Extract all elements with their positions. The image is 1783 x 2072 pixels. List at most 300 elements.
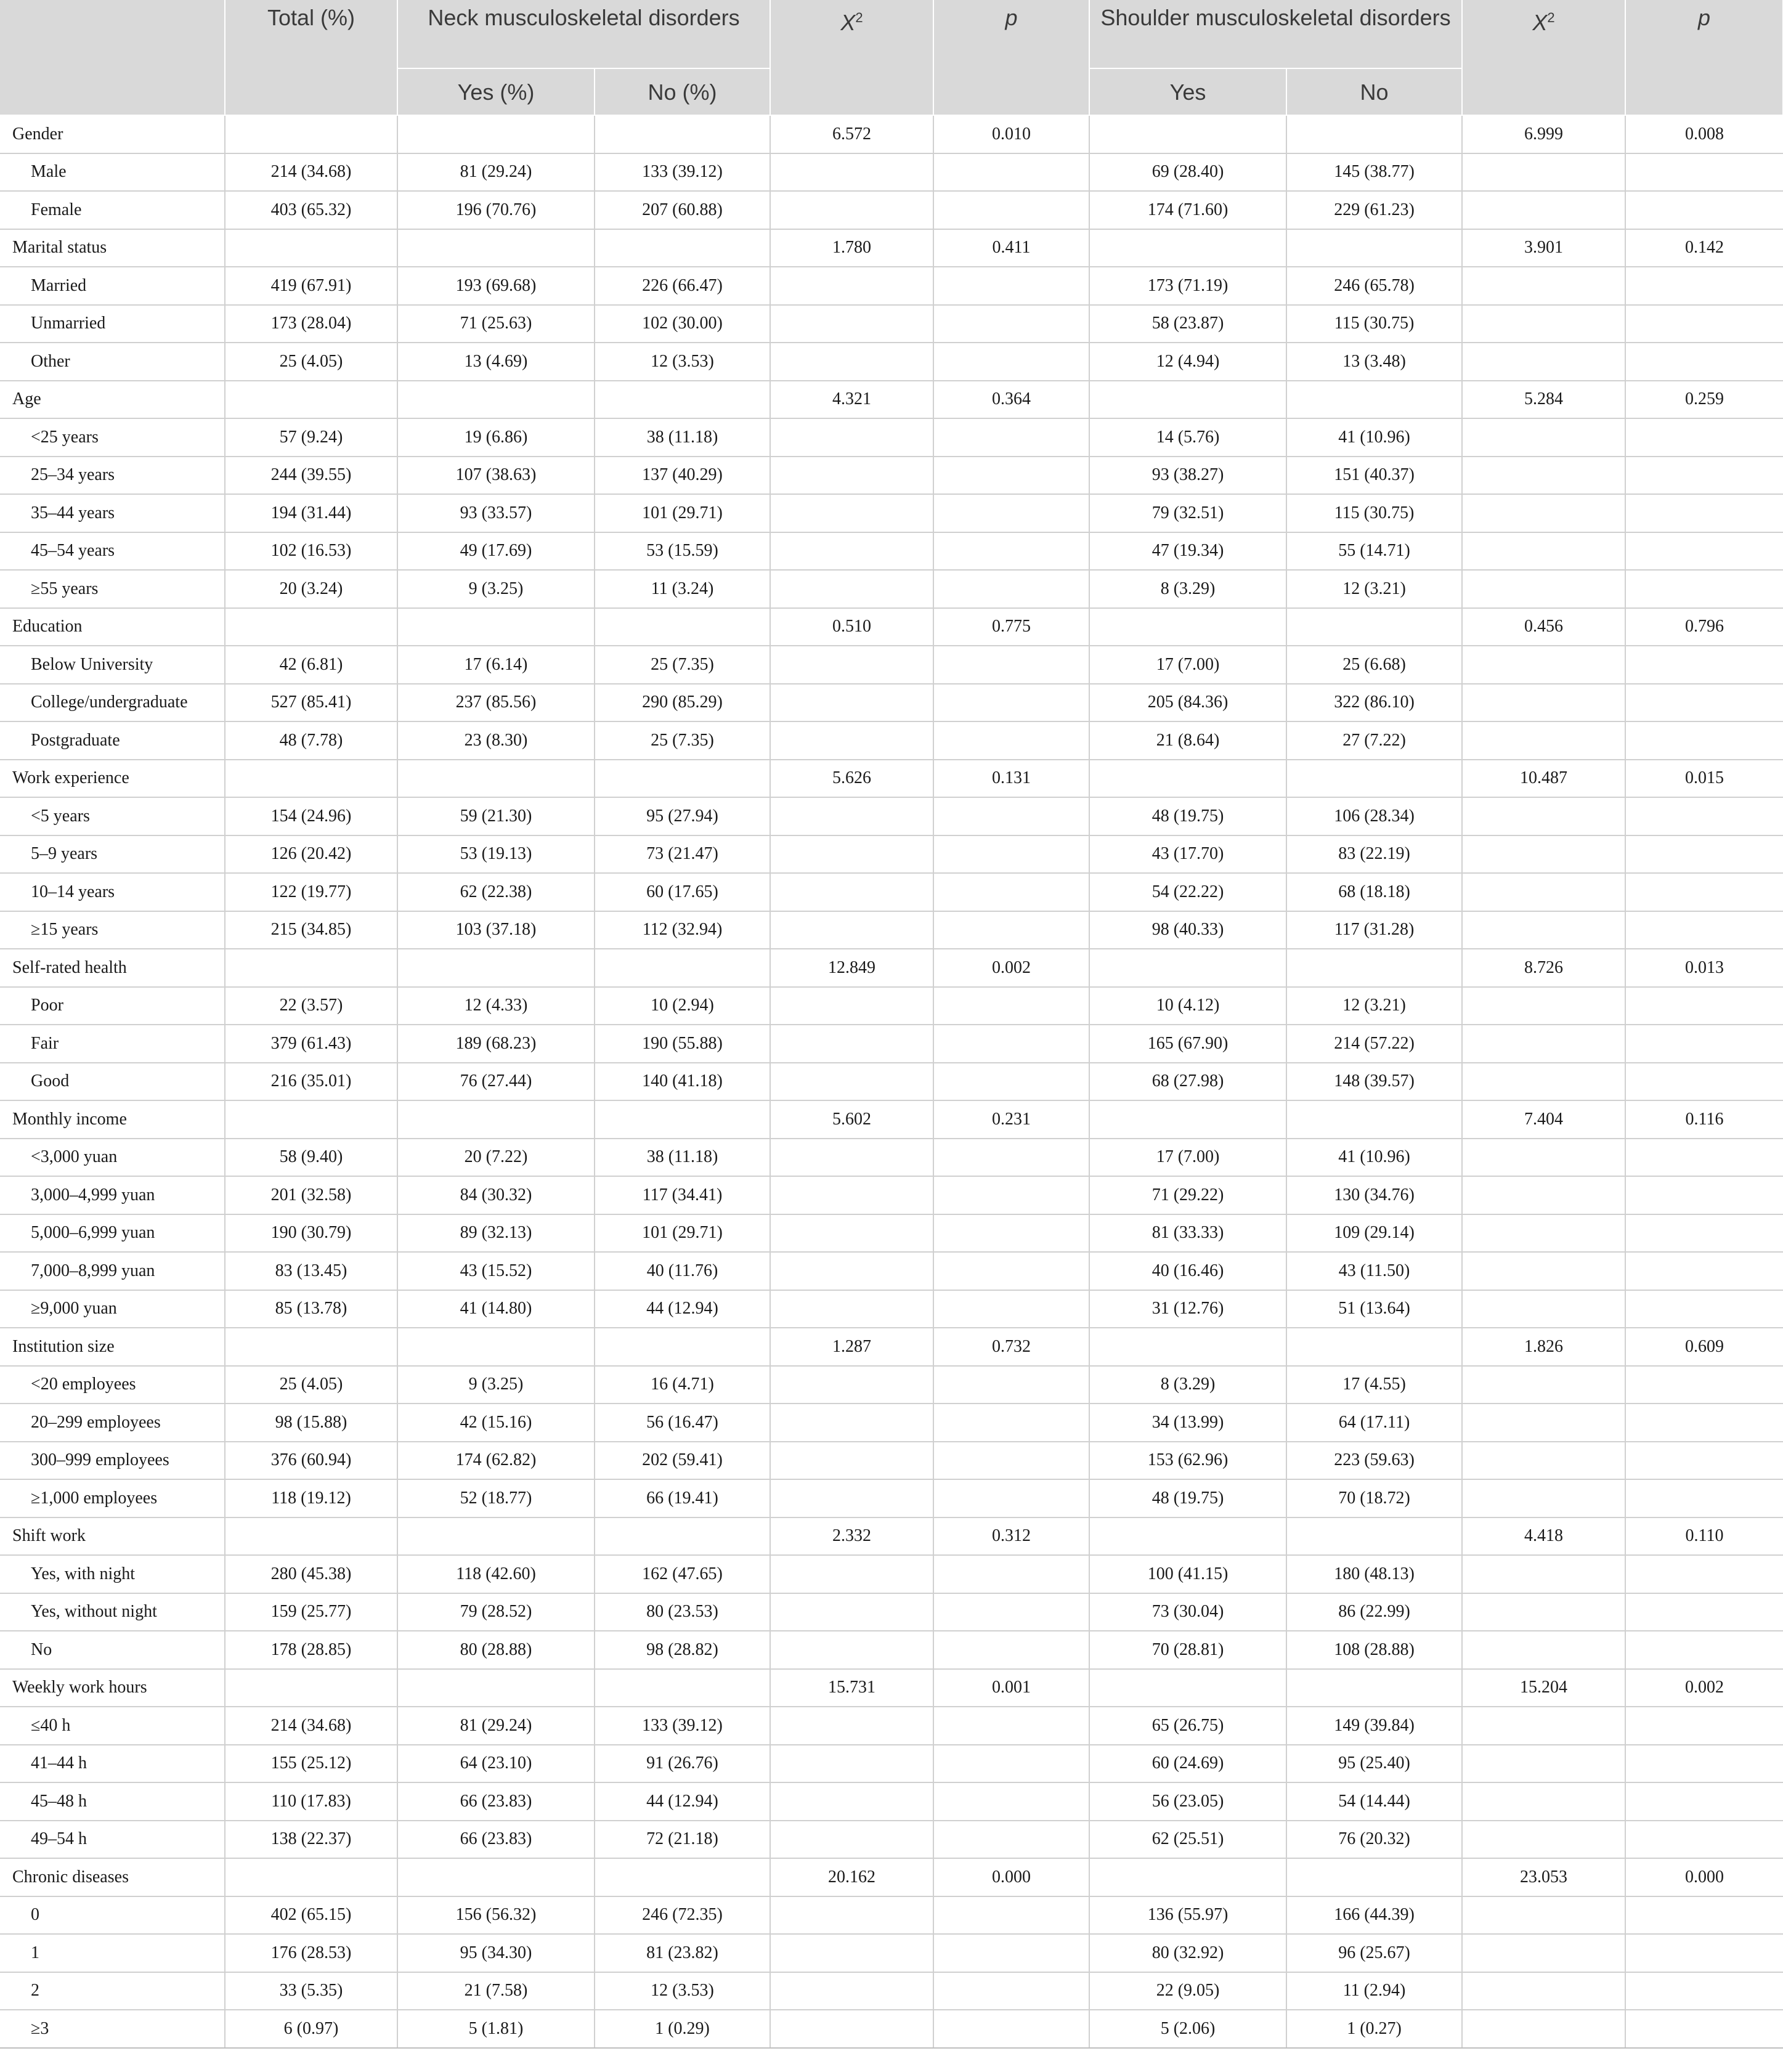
shoulder-no-cell	[1286, 1517, 1462, 1556]
shoulder-no-cell: 223 (59.63)	[1286, 1442, 1462, 1480]
shoulder-chi-square-cell	[1462, 305, 1625, 343]
chi-superscript: 2	[1547, 10, 1555, 25]
category-row	[0, 1555, 1783, 1593]
neck-chi-square-cell	[770, 1555, 933, 1593]
shoulder-chi-square-cell: 1.826	[1462, 1328, 1625, 1366]
neck-p-cell: 0.000	[933, 1858, 1089, 1896]
category-row	[0, 267, 1783, 305]
neck-p-cell	[933, 1025, 1089, 1063]
neck-chi-square-cell	[770, 1745, 933, 1783]
neck-p-cell	[933, 267, 1089, 305]
shoulder-no-cell	[1286, 229, 1462, 267]
header-shoulder-group: Shoulder musculoskeletal disorders	[1089, 0, 1462, 68]
category-row	[0, 797, 1783, 835]
shoulder-yes-cell	[1089, 115, 1286, 153]
neck-chi-square-cell: 12.849	[770, 949, 933, 987]
neck-no-cell: 38 (11.18)	[595, 418, 770, 457]
neck-p-cell	[933, 646, 1089, 684]
neck-p-cell	[933, 987, 1089, 1025]
neck-no-cell: 44 (12.94)	[595, 1782, 770, 1821]
total-cell: 138 (22.37)	[225, 1821, 397, 1859]
shoulder-yes-cell: 54 (22.22)	[1089, 873, 1286, 911]
shoulder-p-cell	[1625, 721, 1783, 760]
neck-yes-cell	[397, 949, 595, 987]
neck-yes-cell: 193 (69.68)	[397, 267, 595, 305]
neck-yes-cell: 237 (85.56)	[397, 684, 595, 722]
variable-label: Chronic diseases	[0, 1858, 225, 1896]
shoulder-yes-cell: 10 (4.12)	[1089, 987, 1286, 1025]
shoulder-yes-cell	[1089, 760, 1286, 798]
shoulder-p-cell	[1625, 1555, 1783, 1593]
neck-yes-cell: 13 (4.69)	[397, 343, 595, 381]
category-row	[0, 1290, 1783, 1328]
neck-p-cell	[933, 1631, 1089, 1669]
neck-yes-cell: 12 (4.33)	[397, 987, 595, 1025]
neck-chi-square-cell	[770, 1821, 933, 1859]
shoulder-p-cell: 0.796	[1625, 608, 1783, 646]
neck-no-cell	[595, 949, 770, 987]
neck-no-cell	[595, 1100, 770, 1139]
total-cell: 126 (20.42)	[225, 835, 397, 874]
variable-row	[0, 1669, 1783, 1707]
neck-yes-cell: 49 (17.69)	[397, 532, 595, 571]
shoulder-yes-cell: 47 (19.34)	[1089, 532, 1286, 571]
variable-row	[0, 1100, 1783, 1139]
shoulder-chi-square-cell	[1462, 1214, 1625, 1253]
neck-chi-square-cell	[770, 1707, 933, 1745]
category-row	[0, 684, 1783, 722]
category-row	[0, 343, 1783, 381]
neck-yes-cell	[397, 1100, 595, 1139]
neck-chi-square-cell	[770, 570, 933, 608]
neck-p-cell	[933, 1214, 1089, 1253]
neck-yes-cell: 64 (23.10)	[397, 1745, 595, 1783]
shoulder-no-cell: 145 (38.77)	[1286, 153, 1462, 192]
neck-chi-square-cell: 5.602	[770, 1100, 933, 1139]
shoulder-yes-cell: 136 (55.97)	[1089, 1896, 1286, 1935]
neck-p-cell	[933, 1063, 1089, 1101]
shoulder-chi-square-cell	[1462, 418, 1625, 457]
shoulder-chi-square-cell	[1462, 191, 1625, 229]
shoulder-no-cell	[1286, 608, 1462, 646]
shoulder-chi-square-cell	[1462, 797, 1625, 835]
shoulder-no-cell: 54 (14.44)	[1286, 1782, 1462, 1821]
category-label: 45–54 years	[0, 532, 225, 571]
category-label: 0	[0, 1896, 225, 1935]
shoulder-chi-square-cell	[1462, 1821, 1625, 1859]
neck-no-cell	[595, 1669, 770, 1707]
neck-chi-square-cell	[770, 532, 933, 571]
shoulder-yes-cell: 153 (62.96)	[1089, 1442, 1286, 1480]
category-row	[0, 1442, 1783, 1480]
total-cell: 98 (15.88)	[225, 1404, 397, 1442]
neck-yes-cell: 59 (21.30)	[397, 797, 595, 835]
shoulder-no-cell: 1 (0.27)	[1286, 2010, 1462, 2048]
shoulder-chi-square-cell	[1462, 1782, 1625, 1821]
variable-label: Education	[0, 608, 225, 646]
shoulder-yes-cell: 43 (17.70)	[1089, 835, 1286, 874]
neck-chi-square-cell	[770, 987, 933, 1025]
shoulder-p-cell	[1625, 911, 1783, 949]
category-label: <20 employees	[0, 1366, 225, 1404]
variable-label: Gender	[0, 115, 225, 153]
shoulder-chi-square-cell	[1462, 2010, 1625, 2048]
shoulder-yes-cell: 165 (67.90)	[1089, 1025, 1286, 1063]
shoulder-chi-square-cell: 8.726	[1462, 949, 1625, 987]
shoulder-no-cell: 148 (39.57)	[1286, 1063, 1462, 1101]
total-cell	[225, 1100, 397, 1139]
category-row	[0, 153, 1783, 192]
neck-yes-cell: 79 (28.52)	[397, 1593, 595, 1631]
neck-chi-square-cell	[770, 1972, 933, 2010]
neck-chi-square-cell	[770, 1442, 933, 1480]
neck-p-cell	[933, 532, 1089, 571]
neck-chi-square-cell	[770, 267, 933, 305]
neck-no-cell: 162 (47.65)	[595, 1555, 770, 1593]
neck-chi-square-cell	[770, 797, 933, 835]
shoulder-yes-cell: 5 (2.06)	[1089, 2010, 1286, 2048]
variable-row	[0, 608, 1783, 646]
neck-p-cell	[933, 1782, 1089, 1821]
shoulder-no-cell: 180 (48.13)	[1286, 1555, 1462, 1593]
shoulder-p-cell: 0.259	[1625, 381, 1783, 419]
shoulder-p-cell	[1625, 1214, 1783, 1253]
shoulder-chi-square-cell	[1462, 1745, 1625, 1783]
shoulder-no-cell: 96 (25.67)	[1286, 1934, 1462, 1972]
neck-chi-square-cell	[770, 457, 933, 495]
category-label: ≥55 years	[0, 570, 225, 608]
neck-chi-square-cell	[770, 911, 933, 949]
shoulder-yes-cell	[1089, 1669, 1286, 1707]
neck-p-cell	[933, 1252, 1089, 1290]
shoulder-chi-square-cell	[1462, 1555, 1625, 1593]
shoulder-p-cell	[1625, 987, 1783, 1025]
neck-p-cell: 0.732	[933, 1328, 1089, 1366]
shoulder-chi-square-cell	[1462, 532, 1625, 571]
category-row	[0, 1934, 1783, 1972]
header-shoulder-no: No	[1286, 68, 1462, 115]
neck-yes-cell: 20 (7.22)	[397, 1139, 595, 1177]
shoulder-no-cell: 83 (22.19)	[1286, 835, 1462, 874]
neck-p-cell	[933, 457, 1089, 495]
variable-row	[0, 1328, 1783, 1366]
neck-p-cell: 0.231	[933, 1100, 1089, 1139]
neck-chi-square-cell	[770, 1139, 933, 1177]
shoulder-chi-square-cell	[1462, 1442, 1625, 1480]
neck-p-cell	[933, 873, 1089, 911]
neck-no-cell: 117 (34.41)	[595, 1176, 770, 1214]
chi-symbol: X	[1532, 10, 1548, 35]
neck-chi-square-cell	[770, 1252, 933, 1290]
shoulder-chi-square-cell: 4.418	[1462, 1517, 1625, 1556]
category-label: 3,000–4,999 yuan	[0, 1176, 225, 1214]
neck-p-cell	[933, 1821, 1089, 1859]
total-cell: 176 (28.53)	[225, 1934, 397, 1972]
shoulder-p-cell	[1625, 1745, 1783, 1783]
shoulder-yes-cell: 93 (38.27)	[1089, 457, 1286, 495]
category-row	[0, 1176, 1783, 1214]
shoulder-no-cell: 41 (10.96)	[1286, 418, 1462, 457]
neck-p-cell	[933, 1139, 1089, 1177]
neck-yes-cell: 95 (34.30)	[397, 1934, 595, 1972]
neck-no-cell: 137 (40.29)	[595, 457, 770, 495]
shoulder-yes-cell: 12 (4.94)	[1089, 343, 1286, 381]
shoulder-chi-square-cell	[1462, 684, 1625, 722]
shoulder-chi-square-cell	[1462, 1896, 1625, 1935]
shoulder-no-cell: 130 (34.76)	[1286, 1176, 1462, 1214]
shoulder-chi-square-cell: 10.487	[1462, 760, 1625, 798]
shoulder-yes-cell: 79 (32.51)	[1089, 494, 1286, 532]
total-cell: 25 (4.05)	[225, 343, 397, 381]
shoulder-no-cell: 95 (25.40)	[1286, 1745, 1462, 1783]
table-header	[0, 0, 1783, 115]
shoulder-yes-cell: 70 (28.81)	[1089, 1631, 1286, 1669]
category-label: 45–48 h	[0, 1782, 225, 1821]
shoulder-no-cell: 64 (17.11)	[1286, 1404, 1462, 1442]
category-label: No	[0, 1631, 225, 1669]
category-label: 49–54 h	[0, 1821, 225, 1859]
chi-symbol: X	[840, 10, 856, 35]
variable-label: Weekly work hours	[0, 1669, 225, 1707]
category-row	[0, 911, 1783, 949]
neck-chi-square-cell: 4.321	[770, 381, 933, 419]
shoulder-no-cell: 41 (10.96)	[1286, 1139, 1462, 1177]
variable-label: Monthly income	[0, 1100, 225, 1139]
total-cell: 155 (25.12)	[225, 1745, 397, 1783]
shoulder-yes-cell: 62 (25.51)	[1089, 1821, 1286, 1859]
neck-chi-square-cell	[770, 1366, 933, 1404]
shoulder-p-cell	[1625, 646, 1783, 684]
total-cell	[225, 949, 397, 987]
neck-no-cell: 66 (19.41)	[595, 1479, 770, 1517]
shoulder-p-cell	[1625, 494, 1783, 532]
neck-chi-square-cell: 1.287	[770, 1328, 933, 1366]
neck-yes-cell: 21 (7.58)	[397, 1972, 595, 2010]
total-cell: 190 (30.79)	[225, 1214, 397, 1253]
shoulder-yes-cell: 56 (23.05)	[1089, 1782, 1286, 1821]
variable-row	[0, 1858, 1783, 1896]
neck-no-cell: 12 (3.53)	[595, 1972, 770, 2010]
category-row	[0, 2010, 1783, 2048]
total-cell: 376 (60.94)	[225, 1442, 397, 1480]
neck-chi-square-cell	[770, 1025, 933, 1063]
category-label: <3,000 yuan	[0, 1139, 225, 1177]
neck-no-cell: 73 (21.47)	[595, 835, 770, 874]
total-cell: 215 (34.85)	[225, 911, 397, 949]
shoulder-no-cell	[1286, 1858, 1462, 1896]
shoulder-no-cell: 166 (44.39)	[1286, 1896, 1462, 1935]
neck-yes-cell: 81 (29.24)	[397, 153, 595, 192]
shoulder-p-cell	[1625, 153, 1783, 192]
total-cell: 159 (25.77)	[225, 1593, 397, 1631]
shoulder-p-cell	[1625, 532, 1783, 571]
shoulder-p-cell: 0.609	[1625, 1328, 1783, 1366]
category-row	[0, 532, 1783, 571]
neck-chi-square-cell	[770, 684, 933, 722]
shoulder-chi-square-cell	[1462, 153, 1625, 192]
neck-yes-cell: 80 (28.88)	[397, 1631, 595, 1669]
shoulder-chi-square-cell	[1462, 1479, 1625, 1517]
neck-yes-cell: 196 (70.76)	[397, 191, 595, 229]
shoulder-chi-square-cell: 6.999	[1462, 115, 1625, 153]
neck-p-cell	[933, 1896, 1089, 1935]
neck-no-cell	[595, 608, 770, 646]
total-cell: 419 (67.91)	[225, 267, 397, 305]
neck-no-cell: 44 (12.94)	[595, 1290, 770, 1328]
neck-no-cell: 226 (66.47)	[595, 267, 770, 305]
neck-no-cell: 25 (7.35)	[595, 721, 770, 760]
neck-p-cell	[933, 153, 1089, 192]
shoulder-yes-cell: 174 (71.60)	[1089, 191, 1286, 229]
category-label: <5 years	[0, 797, 225, 835]
total-cell: 57 (9.24)	[225, 418, 397, 457]
shoulder-yes-cell: 48 (19.75)	[1089, 1479, 1286, 1517]
neck-yes-cell	[397, 1669, 595, 1707]
neck-p-cell	[933, 1366, 1089, 1404]
neck-p-cell: 0.001	[933, 1669, 1089, 1707]
neck-yes-cell: 174 (62.82)	[397, 1442, 595, 1480]
neck-no-cell: 202 (59.41)	[595, 1442, 770, 1480]
variable-label: Age	[0, 381, 225, 419]
shoulder-p-cell	[1625, 1442, 1783, 1480]
total-cell: 402 (65.15)	[225, 1896, 397, 1935]
total-cell: 379 (61.43)	[225, 1025, 397, 1063]
shoulder-no-cell: 115 (30.75)	[1286, 305, 1462, 343]
shoulder-no-cell	[1286, 949, 1462, 987]
neck-p-cell	[933, 570, 1089, 608]
neck-chi-square-cell	[770, 1593, 933, 1631]
shoulder-no-cell: 70 (18.72)	[1286, 1479, 1462, 1517]
category-row	[0, 646, 1783, 684]
shoulder-chi-square-cell: 7.404	[1462, 1100, 1625, 1139]
category-row	[0, 873, 1783, 911]
shoulder-yes-cell	[1089, 1328, 1286, 1366]
shoulder-chi-square-cell	[1462, 1063, 1625, 1101]
total-cell: 102 (16.53)	[225, 532, 397, 571]
category-label: 7,000–8,999 yuan	[0, 1252, 225, 1290]
shoulder-no-cell: 13 (3.48)	[1286, 343, 1462, 381]
neck-yes-cell: 81 (29.24)	[397, 1707, 595, 1745]
total-cell: 194 (31.44)	[225, 494, 397, 532]
shoulder-yes-cell: 17 (7.00)	[1089, 1139, 1286, 1177]
neck-yes-cell: 84 (30.32)	[397, 1176, 595, 1214]
category-label: Female	[0, 191, 225, 229]
shoulder-no-cell: 117 (31.28)	[1286, 911, 1462, 949]
neck-yes-cell: 71 (25.63)	[397, 305, 595, 343]
category-label: ≥15 years	[0, 911, 225, 949]
shoulder-no-cell: 214 (57.22)	[1286, 1025, 1462, 1063]
neck-yes-cell	[397, 760, 595, 798]
header-neck-p: p	[933, 0, 1089, 115]
neck-chi-square-cell: 0.510	[770, 608, 933, 646]
neck-yes-cell: 53 (19.13)	[397, 835, 595, 874]
total-cell: 244 (39.55)	[225, 457, 397, 495]
header-shoulder-yes: Yes	[1089, 68, 1286, 115]
shoulder-chi-square-cell	[1462, 1707, 1625, 1745]
neck-p-cell	[933, 1593, 1089, 1631]
total-cell: 214 (34.68)	[225, 153, 397, 192]
shoulder-p-cell	[1625, 835, 1783, 874]
neck-no-cell: 72 (21.18)	[595, 1821, 770, 1859]
shoulder-chi-square-cell	[1462, 1631, 1625, 1669]
neck-p-cell	[933, 1404, 1089, 1442]
neck-p-cell: 0.411	[933, 229, 1089, 267]
shoulder-no-cell: 151 (40.37)	[1286, 457, 1462, 495]
neck-no-cell	[595, 1328, 770, 1366]
shoulder-p-cell	[1625, 1896, 1783, 1935]
header-shoulder-p: p	[1625, 0, 1783, 115]
category-label: Postgraduate	[0, 721, 225, 760]
shoulder-yes-cell: 68 (27.98)	[1089, 1063, 1286, 1101]
neck-chi-square-cell	[770, 1214, 933, 1253]
total-cell	[225, 1858, 397, 1896]
neck-yes-cell	[397, 115, 595, 153]
shoulder-yes-cell: 34 (13.99)	[1089, 1404, 1286, 1442]
neck-chi-square-cell	[770, 1631, 933, 1669]
category-row	[0, 1139, 1783, 1177]
category-label: <25 years	[0, 418, 225, 457]
shoulder-p-cell: 0.110	[1625, 1517, 1783, 1556]
total-cell: 216 (35.01)	[225, 1063, 397, 1101]
total-cell	[225, 229, 397, 267]
shoulder-chi-square-cell	[1462, 457, 1625, 495]
total-cell	[225, 381, 397, 419]
shoulder-yes-cell: 8 (3.29)	[1089, 1366, 1286, 1404]
shoulder-chi-square-cell	[1462, 1176, 1625, 1214]
category-row	[0, 494, 1783, 532]
neck-no-cell: 102 (30.00)	[595, 305, 770, 343]
header-neck-group: Neck musculoskeletal disorders	[397, 0, 770, 68]
neck-yes-cell	[397, 229, 595, 267]
shoulder-chi-square-cell	[1462, 1934, 1625, 1972]
neck-yes-cell: 93 (33.57)	[397, 494, 595, 532]
shoulder-chi-square-cell	[1462, 1290, 1625, 1328]
shoulder-chi-square-cell: 5.284	[1462, 381, 1625, 419]
neck-yes-cell	[397, 1517, 595, 1556]
shoulder-yes-cell	[1089, 1100, 1286, 1139]
neck-p-cell	[933, 343, 1089, 381]
neck-chi-square-cell	[770, 2010, 933, 2048]
shoulder-p-cell: 0.142	[1625, 229, 1783, 267]
neck-p-cell	[933, 1479, 1089, 1517]
category-row	[0, 1593, 1783, 1631]
neck-chi-square-cell	[770, 873, 933, 911]
shoulder-no-cell: 25 (6.68)	[1286, 646, 1462, 684]
header-variable-blank	[0, 0, 225, 115]
shoulder-p-cell	[1625, 570, 1783, 608]
neck-chi-square-cell	[770, 646, 933, 684]
shoulder-chi-square-cell: 23.053	[1462, 1858, 1625, 1896]
shoulder-no-cell: 229 (61.23)	[1286, 191, 1462, 229]
shoulder-chi-square-cell	[1462, 987, 1625, 1025]
shoulder-no-cell: 43 (11.50)	[1286, 1252, 1462, 1290]
shoulder-no-cell: 17 (4.55)	[1286, 1366, 1462, 1404]
shoulder-yes-cell: 173 (71.19)	[1089, 267, 1286, 305]
category-row	[0, 457, 1783, 495]
category-label: Male	[0, 153, 225, 192]
category-row	[0, 835, 1783, 874]
neck-yes-cell: 17 (6.14)	[397, 646, 595, 684]
neck-no-cell: 60 (17.65)	[595, 873, 770, 911]
neck-p-cell	[933, 797, 1089, 835]
shoulder-yes-cell: 60 (24.69)	[1089, 1745, 1286, 1783]
shoulder-yes-cell: 31 (12.76)	[1089, 1290, 1286, 1328]
shoulder-p-cell: 0.008	[1625, 115, 1783, 153]
total-cell	[225, 1517, 397, 1556]
neck-p-cell	[933, 1442, 1089, 1480]
neck-no-cell: 56 (16.47)	[595, 1404, 770, 1442]
neck-chi-square-cell	[770, 1176, 933, 1214]
